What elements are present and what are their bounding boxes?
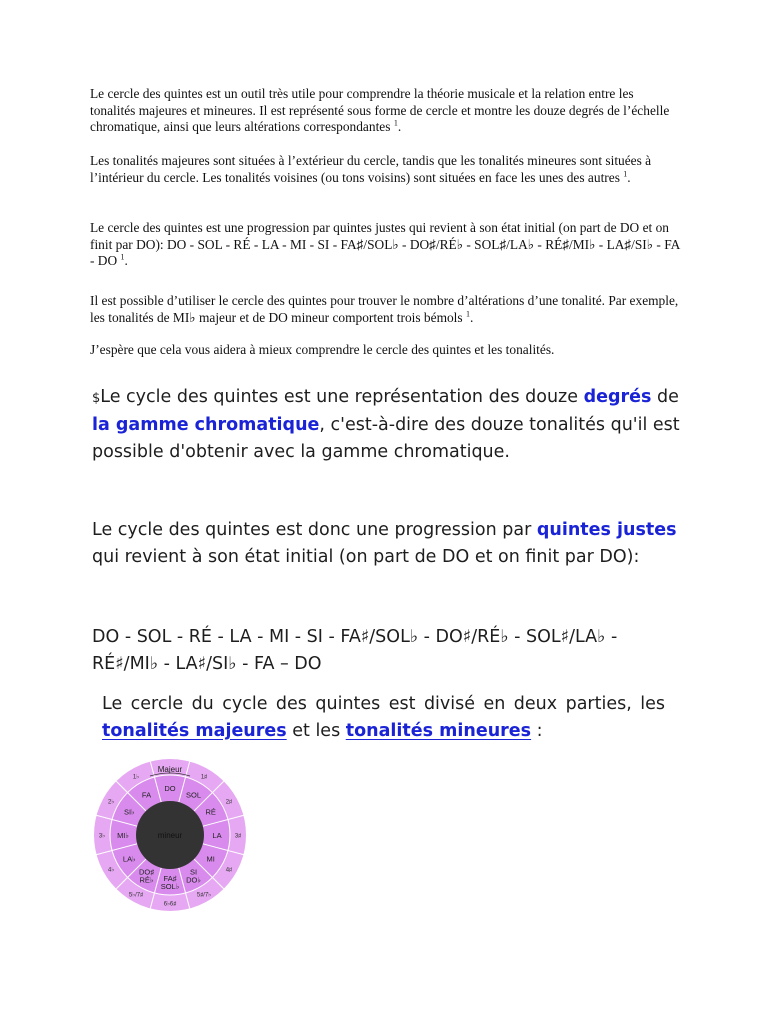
accidental-label: 2♯ [225,799,233,806]
accidental-label: 1♭ [132,774,140,781]
paragraph-text: Le cercle des quintes est un outil très utile pour comprendre la théorie musicale et la relation entre les tonalités majeures et mineures. Il est représenté sous forme de cercle et montre les douze degrés de l’échelle chromatique, ainsi que leurs altérations correspondantes [90,86,670,134]
major-key-label: MI [206,854,215,864]
major-key-label: DO♯ [139,867,154,877]
link-tonalites-mineures[interactable]: tonalités mineures [345,721,532,741]
circle-group [94,759,246,911]
major-key-label: DO♭ [186,875,201,885]
accidental-label: 5♯/7♭ [196,892,212,899]
paragraph-text: Les tonalités majeures sont situées à l’extérieur du cercle, tandis que les tonalités mineures sont situées à l’intérieur du cercle. Les tonalités voisines (ou tons voisins) sont situées en face les unes des autres [90,153,652,185]
major-key-label: MI♭ [117,831,129,840]
footnote-ref: 1 [623,169,628,179]
accidental-label: 5♭/7♯ [128,892,144,899]
major-key-label: LA [212,831,222,840]
accidental-label: 4♭ [108,867,115,874]
footnote-ref: 1 [465,309,470,319]
footnote-ref: 1 [120,252,125,262]
intro-paragraph-1: Le cercle des quintes est un outil très utile pour comprendre la théorie musicale et la relation entre les tonalités majeures et mineures. Il est représenté sous forme de cercle et montre les douze degrés de l’échelle chromatique, ainsi que leurs altérations correspondantes $^1$. [90,86,670,134]
major-heading: Majeur [157,765,183,774]
accidental-label: 3♯ [234,833,242,840]
major-key-label: FA♯ [163,874,177,883]
major-key-label: SOL♭ [160,882,180,891]
cycle-description-paragraph: $Le cycle des quintes est une représentation des douze degrés de la gamme chromatique, c'est-à-dire des douze tonalités qu'il est possible d'obtenir avec la gamme chromatique. [92,387,680,462]
paragraph-text: Il est possible d’utiliser le cercle des quintes pour trouver le nombre d’altérations d’une tonalité. Par exemple, les tonalités de MI♭ majeur et de DO mineur comportent trois bémols [90,293,679,325]
link-quintes-justes[interactable]: quintes justes [536,520,677,540]
paragraph-text: Le cercle des quintes est une progression par quintes justes qui revient à son état initial (on part de DO et on finit par DO): DO - SOL - RÉ - LA - MI - SI - FA♯/SOL♭ - DO♯/RÉ♭ - SOL♯/LA♭ - RÉ♯/MI♭ - LA♯/SI♭ - FA - DO [90,220,680,268]
link-tonalites-majeures[interactable]: tonalités majeures [102,721,287,741]
footnote-ref: 1 [393,118,398,128]
major-key-label: RÉ [205,807,216,817]
accidental-label: 1♯ [200,774,208,781]
progression-sequence: DO - SOL - RÉ - LA - MI - SI - FA♯/SOL♭ - DO♯/RÉ♭ - SOL♯/LA♭ - RÉ♯/MI♭ - LA♯/SI♭ - FA – DO [92,627,618,674]
dollar-sign: $ [92,391,101,406]
paragraph-text: J’espère que cela vous aidera à mieux comprendre le cercle des quintes et les tonalités. [90,342,555,357]
intro-paragraph-3: Le cercle des quintes est une progression par quintes justes qui revient à son état initial (on part de DO et on finit par DO): DO - SOL - RÉ - LA - MI - SI - FA♯/SOL♭ - DO♯/RÉ♭ - SOL♯/LA♭ - RÉ♯/MI♭ - LA♯/SI♭ - FA - DO $^1$. [90,220,680,268]
accidental-label: 6♭6♯ [163,901,177,908]
circle-of-fifths-diagram [90,757,250,913]
accidental-label: 2♭ [108,799,115,806]
center-label: mineur [157,831,183,840]
major-key-label: FA [141,790,152,800]
accidental-label: 4♯ [225,867,233,874]
accidental-label: 3♭ [98,833,106,840]
progression-paragraph: Le cycle des quintes est donc une progression par quintes justes qui revient à son état initial (on part de DO et on finit par DO): [92,520,677,567]
link-gamme-chromatique[interactable]: la gamme chromatique [92,415,320,435]
intro-paragraph-5 [90,342,680,359]
major-key-label: SI [189,867,198,877]
link-degres[interactable]: degrés [583,387,652,407]
major-key-label: RÉ♭ [139,875,154,885]
major-key-label: SOL [185,790,202,800]
major-key-label: DO [164,784,176,793]
circle-parts-paragraph: Le cercle du cycle des quintes est divisé en deux parties, les tonalités majeures et les tonalités mineures : [102,694,665,741]
intro-paragraph-4: Il est possible d’utiliser le cercle des quintes pour trouver le nombre d’altérations d’une tonalité. Par exemple, les tonalités de MI♭ majeur et de DO mineur comportent trois bémols $^1$. [90,293,679,325]
intro-paragraph-2: Les tonalités majeures sont situées à l’extérieur du cercle, tandis que les tonalités mineures sont situées à l’intérieur du cercle. Les tonalités voisines (ou tons voisins) sont situées en face les unes des autres $^1$. [90,153,652,185]
major-key-label: LA♭ [122,854,136,864]
major-key-label: SI♭ [123,807,135,817]
